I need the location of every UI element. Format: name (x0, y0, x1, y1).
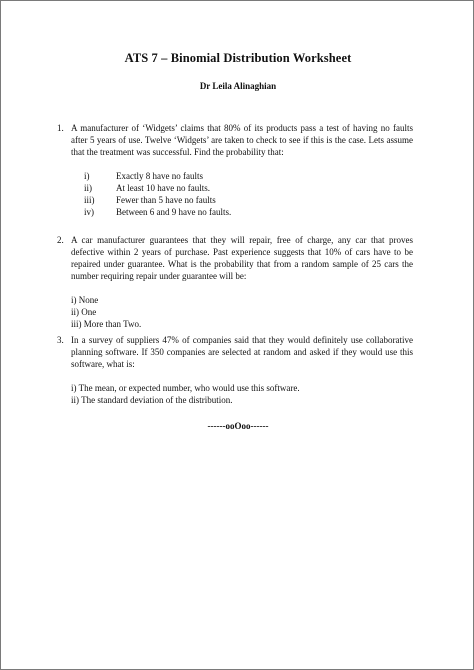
part-label: iii) (84, 195, 95, 205)
question-3 (57, 334, 413, 406)
question-3-parts (71, 382, 413, 406)
part-text: At least 10 have no faults. (116, 183, 210, 193)
part-label: ii) (84, 183, 92, 193)
list-item: i) The mean, or expected number, who would use this software. (71, 383, 300, 393)
question-text: A car manufacturer guarantees that they will repair, free of charge, any car that proves defective within 2 years of purchase. Past experience suggests that 10% of cars have to be repaired under guarantee. What is the probability that from a random sample of 25 cars the number requiring repair under guarantee will be: (71, 235, 413, 281)
part-label: iv) (84, 207, 94, 217)
list-item: i) None (71, 295, 99, 305)
question-text: A manufacturer of ‘Widgets’ claims that 80% of its products pass a test of having no faults after 5 years of use. Twelve ‘Widgets’ are taken to check to see if this is the case. Lets assume that the treatment was successful. Find the probability that: (71, 123, 413, 157)
list-item (71, 194, 413, 206)
list-item (71, 182, 413, 194)
question-number: 2. (57, 235, 64, 245)
question-2-parts (71, 294, 413, 330)
part-label: i) (84, 171, 90, 181)
list-item (71, 170, 413, 182)
part-text: Fewer than 5 have no faults (116, 195, 216, 205)
question-number: 1. (57, 123, 64, 133)
question-2 (57, 234, 413, 330)
list-item: iii) More than Two. (71, 319, 142, 329)
question-1-parts (71, 170, 413, 218)
question-1 (57, 122, 413, 218)
list-item: ii) One (71, 307, 97, 317)
list-item (71, 206, 413, 218)
list-item: ii) The standard deviation of the distribution. (71, 395, 233, 405)
question-number: 3. (57, 335, 64, 345)
page-title: ATS 7 – Binomial Distribution Worksheet (124, 51, 352, 65)
part-text: Between 6 and 9 have no faults. (116, 207, 232, 217)
end-mark: ------ooOoo------ (207, 421, 269, 431)
part-text: Exactly 8 have no faults (116, 171, 203, 181)
author-name: Dr Leila Alinaghian (199, 81, 277, 91)
question-text: In a survey of suppliers 47% of companies said that they would definitely use collaborative planning software. If 350 companies are selected at random and asked if they would use this software, what is: (71, 335, 413, 369)
